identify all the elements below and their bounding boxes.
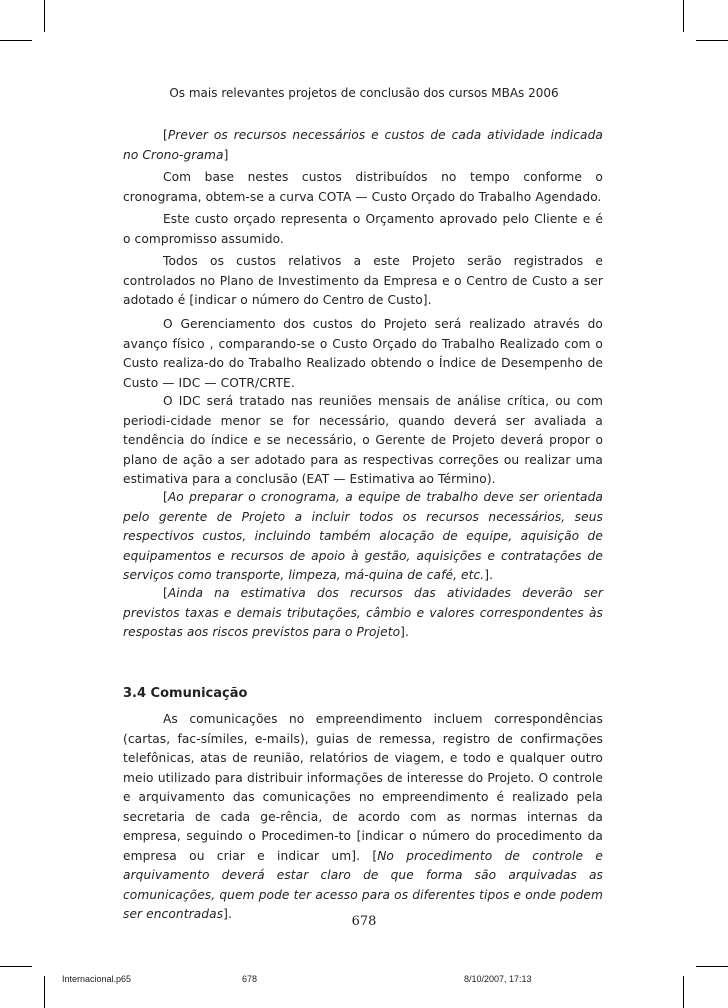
footer-datetime: 8/10/2007, 17:13 <box>464 974 532 984</box>
paragraph-3: Este custo orçado representa o Orçamento aprovado pelo Cliente e é o compromisso assumido. <box>123 212 603 246</box>
paragraph-5: O Gerenciamento dos custos do Projeto será realizado através do avanço físico , comparando-se o Custo Orçado do Trabalho Realizado com o Custo realiza-do do Trabalho Realizado obtendo o Índice de Desempenho de Custo — IDC — COTR/CRTE. <box>123 317 603 390</box>
running-header: Os mais relevantes projetos de conclusão dos cursos MBAs 2006 <box>169 86 559 100</box>
footer-page: 678 <box>242 974 258 984</box>
paragraph-2: Com base nestes custos distribuídos no tempo conforme o cronograma, obtem-se a curva COTA — Custo Orçado do Trabalho Agendado. <box>123 170 603 204</box>
paragraph-4: Todos os custos relativos a este Projeto serão registrados e controlados no Plano de Investimento da Empresa e o Centro de Custo a ser adotado é [indicar o número do Centro de Custo]. <box>123 254 603 307</box>
footer-file: Internacional.p65 <box>62 974 132 984</box>
paragraph-7: [Ao preparar o cronograma, a equipe de trabalho deve ser orientada pelo gerente de Projeto a incluir todos os recursos necessários, seus respectivos custos, incluindo também alocação de equipe, aquisição de equipamentos e recursos de apoio à gestão, aquisições e contratações de serviços como transporte, limpeza, má-quina de café, etc.]. <box>123 490 603 582</box>
page-number: 678 <box>351 914 377 929</box>
paragraph-1: [Prever os recursos necessários e custos de cada atividade indicada no Crono-grama] <box>123 128 603 162</box>
section-body: As comunicações no empreendimento incluem correspondências (cartas, fac-símiles, e-mails), guias de remessa, registro de confirmações telefônicas, atas de reunião, relatórios de viagem, e todo e qualquer outro meio utilizado para distribuir informações de interesse do Projeto. O controle e arquivamento das comunicações no empreendimento é realizado pela secretaria de cada ge-rência, de acordo com as normas internas da empresa, seguindo o Procedimen-to [indicar o número do procedimento da empresa ou criar e indicar um]. [No procedimento de controle e arquivamento deverá estar claro de que forma são arquivadas as comunicações, quem pode ter acesso para os diferentes tipos e onde podem ser encontradas]. <box>123 712 603 921</box>
section-heading: 3.4 Comunicação <box>123 686 248 701</box>
paragraph-8: [Ainda na estimativa dos recursos das atividades deverão ser previstos taxas e demais tributações, câmbio e valores correspondentes às respostas aos riscos previstos para o Projeto]. <box>123 586 603 639</box>
paragraph-6: O IDC será tratado nas reuniões mensais de análise crítica, ou com periodi-cidade menor se for necessário, quando deverá ser avaliada a tendência do índice e se necessário, o Gerente de Projeto deverá propor o plano de ação a ser adotado para as respectivas correções ou realizar uma estimativa para a conclusão (EAT — Estimativa ao Término). <box>123 394 603 486</box>
